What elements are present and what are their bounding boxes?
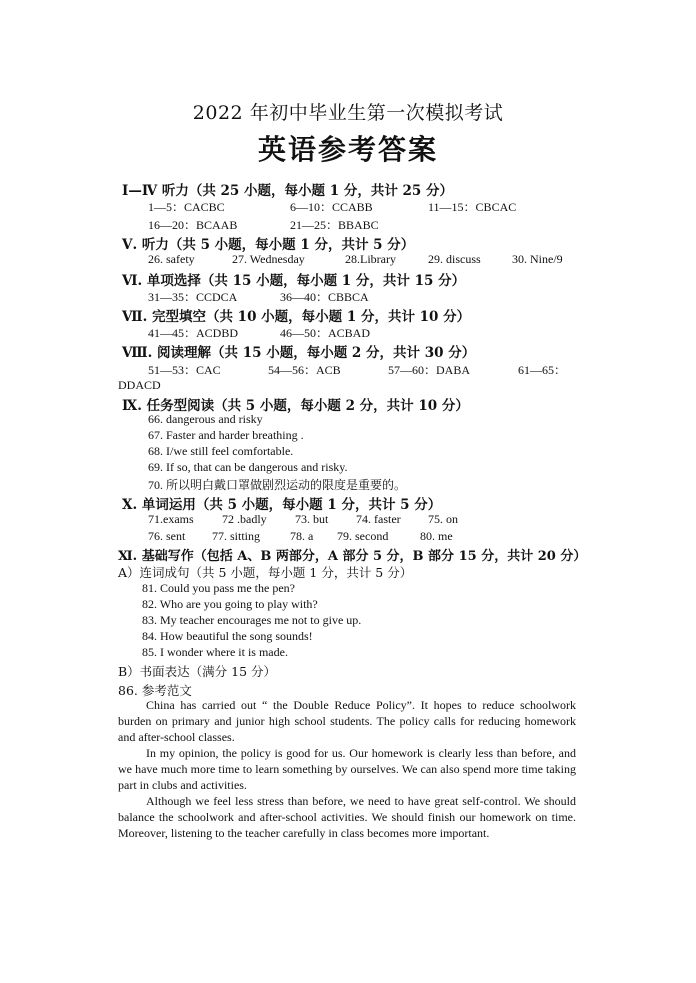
section-heading-listening-5: Ⅴ. 听力（共 5 小题，每小题 1 分，共计 5 分）: [122, 237, 415, 253]
section-heading-word-use: Ⅹ. 单词运用（共 5 小题，每小题 1 分，共计 5 分）: [122, 497, 442, 513]
section-heading-listening: Ⅰ—Ⅳ 听力（共 25 小题，每小题 1 分，共计 25 分）: [122, 183, 453, 199]
answer-line: 70. 所以明白戴口罩做剧烈运动的限度是重要的。: [148, 478, 407, 492]
section-heading-cloze: Ⅶ. 完型填空（共 10 小题，每小题 1 分，共计 10 分）: [122, 309, 471, 325]
answer-group: 31—35：CCDCA: [148, 290, 238, 304]
essay-paragraph: China has carried out “ the Double Reduce Policy”. It hopes to reduce schoolwork burden on primary and junior high school students. The policy calls for reducing homework and after-school classes.: [118, 698, 576, 744]
answer-group: 16—20：BCAAB: [148, 218, 238, 232]
part-a-heading: A）连词成句（共 5 小题，每小题 1 分，共计 5 分）: [118, 565, 413, 580]
answer-item: 30. Nine/9: [512, 252, 563, 266]
sentence-answer: 81. Could you pass me the pen?: [142, 581, 295, 595]
answer-item: 71.exams: [148, 512, 194, 526]
section-heading-task-reading: Ⅸ. 任务型阅读（共 5 小题，每小题 2 分，共计 10 分）: [122, 398, 469, 414]
answer-group: 41—45：ACDBD: [148, 326, 239, 340]
section-heading-writing: Ⅺ. 基础写作（包括 A、B 两部分，A 部分 5 分，B 部分 15 分，共计 20 分）: [118, 549, 587, 564]
answer-group: 46—50：ACBAD: [280, 326, 371, 340]
sentence-answer: 85. I wonder where it is made.: [142, 645, 288, 659]
answer-group: 6—10：CCABB: [290, 200, 373, 214]
answer-item: 29. discuss: [428, 252, 481, 266]
answer-item: 80. me: [420, 529, 453, 543]
exam-title: 2022 年初中毕业生第一次模拟考试: [192, 102, 504, 124]
answer-group: 36—40：CBBCA: [280, 290, 369, 304]
answer-group: 54—56：ACB: [268, 363, 341, 377]
answer-line: 68. I/we still feel comfortable.: [148, 444, 294, 458]
answer-item: 76. sent: [148, 529, 186, 543]
answer-group: 21—25：BBABC: [290, 218, 379, 232]
answer-item: 79. second: [337, 529, 389, 543]
answer-line: 69. If so, that can be dangerous and risky.: [148, 460, 348, 474]
answer-group: 61—65：: [518, 363, 567, 377]
answer-group: 11—15：CBCAC: [428, 200, 517, 214]
answer-item: 27. Wednesday: [232, 252, 305, 266]
answer-item: 78. a: [290, 529, 314, 543]
part-b-heading: B）书面表达（满分 15 分）: [118, 664, 277, 679]
answer-key-title: 英语参考答案: [257, 133, 438, 166]
essay-paragraph: In my opinion, the policy is good for us. Our homework is clearly less than before, and we have much more time to learn something by ourselves. We can also spend more time taking part in clubs and activities.: [118, 746, 576, 792]
essay-paragraph: Although we feel less stress than before, we need to have great self-control. We should balance the schoolwork and after-school activities. We should finish our homework on time. Moreover, listening to the teacher carefully in class becomes more important.: [118, 794, 576, 840]
answer-item: 77. sitting: [212, 529, 261, 543]
answer-item: 28.Library: [345, 252, 396, 266]
answer-group: 1—5：CACBC: [148, 200, 225, 214]
answer-item: 73. but: [295, 512, 329, 526]
section-heading-reading: Ⅷ. 阅读理解（共 15 小题，每小题 2 分，共计 30 分）: [122, 345, 476, 361]
sentence-answer: 83. My teacher encourages me not to give up.: [142, 613, 362, 627]
answer-group: 51—53：CAC: [148, 363, 221, 377]
answer-item: 72 .badly: [222, 512, 267, 526]
sentence-answer: 82. Who are you going to play with?: [142, 597, 318, 611]
answer-item: 74. faster: [356, 512, 401, 526]
answer-line: 66. dangerous and risky: [148, 412, 263, 426]
answer-item: 75. on: [428, 512, 458, 526]
answer-group: 57—60：DABA: [388, 363, 471, 377]
sentence-answer: 84. How beautiful the song sounds!: [142, 629, 313, 643]
essay-label: 86. 参考范文: [118, 683, 192, 698]
answer-group: DDACD: [118, 378, 161, 392]
answer-line: 67. Faster and harder breathing .: [148, 428, 304, 442]
answer-item: 26. safety: [148, 252, 195, 266]
section-heading-single-choice: Ⅵ. 单项选择（共 15 小题，每小题 1 分，共计 15 分）: [122, 273, 466, 289]
